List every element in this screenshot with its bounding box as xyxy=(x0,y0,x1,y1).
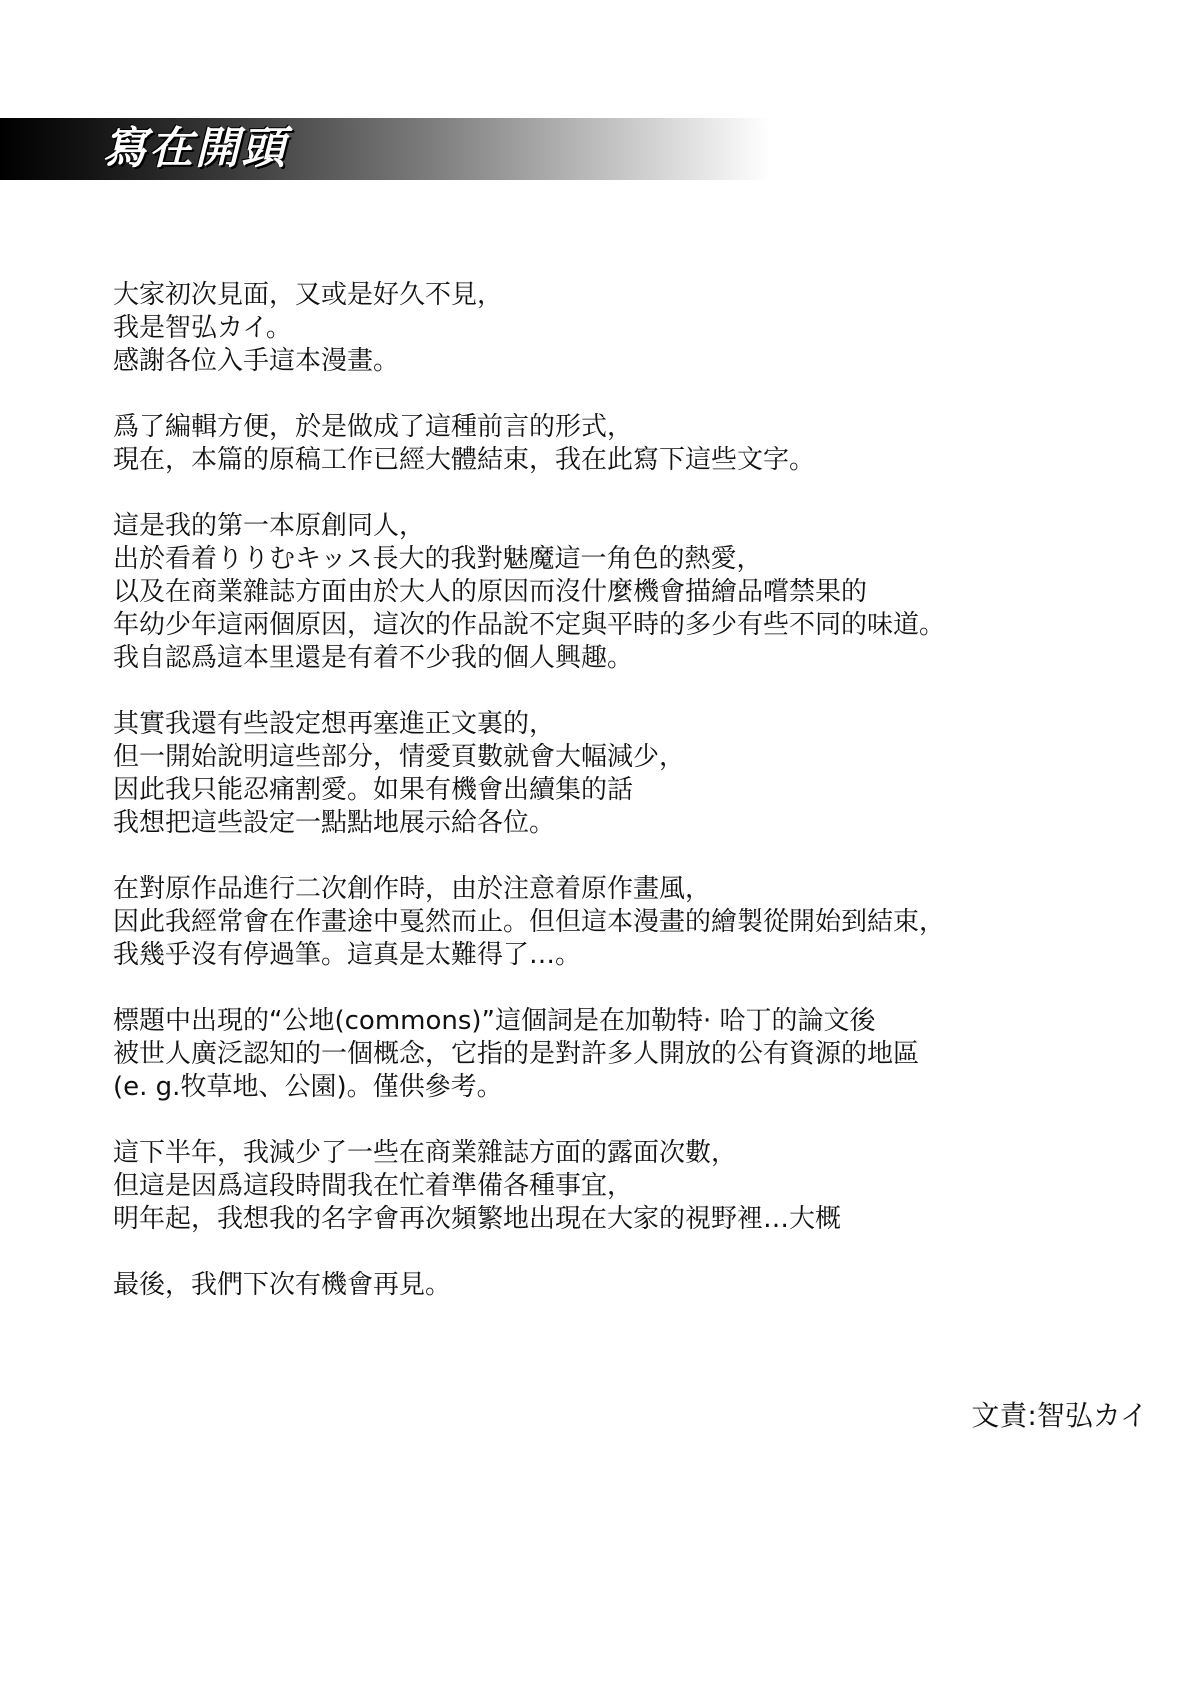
text-line: 現在，本篇的原稿工作已經大體結束，我在此寫下這些文字。 xyxy=(113,445,816,475)
text-line: 這下半年，我減少了一些在商業雜誌方面的露面次數， xyxy=(113,1138,738,1168)
paragraph-5 xyxy=(113,873,1113,972)
page-title: 寫在開頭 xyxy=(103,123,287,174)
text-line: 因此我經常會在作畫途中戛然而止。但但這本漫畫的繪製從開始到結束， xyxy=(113,907,946,937)
text-line: 最後，我們下次有機會再見。 xyxy=(113,1270,452,1300)
text-line: 在對原作品進行二次創作時，由於注意着原作畫風， xyxy=(113,874,712,904)
text-line: 感謝各位入手這本漫畫。 xyxy=(113,346,400,376)
text-line: 被世人廣泛認知的一個概念，它指的是對許多人開放的公有資源的地區 xyxy=(113,1039,920,1069)
paragraph-8 xyxy=(113,1269,1113,1302)
text-line: 標題中出現的“公地(commons)”這個詞是在加勒特· 哈丁的論文後 xyxy=(113,1006,876,1036)
text-line: 因此我只能忍痛割愛。如果有機會出續集的話 xyxy=(113,775,634,805)
paragraph-1 xyxy=(113,279,1113,378)
text-line: 我自認爲這本里還是有着不少我的個人興趣。 xyxy=(113,643,634,673)
text-line: 我幾乎沒有停過筆。這真是太難得了…。 xyxy=(113,940,582,970)
text-line: 明年起，我想我的名字會再次頻繁地出現在大家的視野裡…大概 xyxy=(113,1204,842,1234)
paragraph-4 xyxy=(113,708,1113,840)
text-line: 年幼少年這兩個原因，這次的作品說不定與平時的多少有些不同的味道。 xyxy=(113,610,946,640)
text-line: 大家初次見面，又或是好久不見， xyxy=(113,280,504,310)
text-line: 這是我的第一本原創同人， xyxy=(113,511,426,541)
text-line: 但這是因爲這段時間我在忙着準備各種事宜， xyxy=(113,1171,634,1201)
text-line: 爲了編輯方便，於是做成了這種前言的形式， xyxy=(113,412,634,442)
paragraph-6 xyxy=(113,1005,1113,1104)
paragraph-2 xyxy=(113,411,1113,477)
text-line: (e. g.牧草地、公園)。僅供參考。 xyxy=(113,1072,503,1102)
text-line: 我想把這些設定一點點地展示給各位。 xyxy=(113,808,556,838)
text-line: 但一開始說明這些部分，情愛頁數就會大幅減少， xyxy=(113,742,686,772)
paragraph-7 xyxy=(113,1137,1113,1236)
signature: 文責:智弘カイ xyxy=(971,1399,1148,1432)
text-line: 其實我還有些設定想再塞進正文裏的， xyxy=(113,709,556,739)
text-line: 以及在商業雜誌方面由於大人的原因而沒什麼機會描繪品嚐禁果的 xyxy=(113,577,868,607)
text-line: 出於看着りりむキッス長大的我對魅魔這一角色的熱愛， xyxy=(113,544,763,574)
paragraph-3 xyxy=(113,510,1113,675)
text-line: 我是智弘カイ。 xyxy=(113,313,292,343)
body-text xyxy=(113,279,1113,1335)
